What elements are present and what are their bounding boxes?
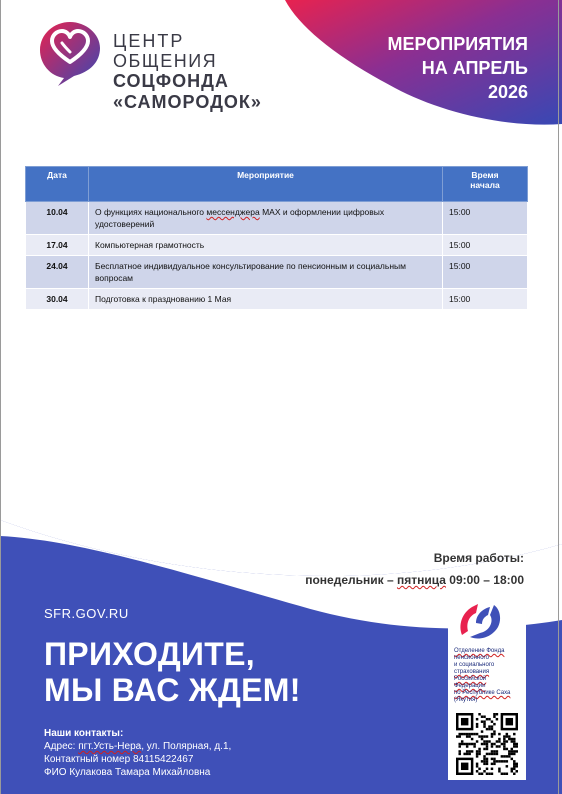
event-title-part: О функциях национального (95, 207, 207, 217)
sfr-text-line: (Якутия) (454, 697, 478, 703)
event-time: 15:00 (443, 202, 528, 235)
sfr-text-line: Российской (454, 676, 487, 682)
event-title: Бесплатное индивидуальное консультирование по пенсионным и социальным вопросам (89, 256, 443, 289)
center-name-line-4: «САМОРОДОК» (113, 92, 262, 112)
event-date: 24.04 (26, 256, 89, 289)
sfr-org-name (454, 648, 530, 704)
sfr-text-line: Федерации (454, 683, 486, 689)
banner-title (388, 32, 528, 104)
events-table (25, 166, 528, 310)
sfr-text-line: страхования (454, 669, 490, 675)
table-row (26, 235, 528, 256)
sfr-text-line: и социального (454, 662, 495, 668)
contacts-phone: Контактный номер 84115422467 (44, 754, 194, 765)
contacts-heading: Наши контакты: (44, 728, 124, 739)
sfr-logo-icon (456, 601, 504, 641)
event-title-part: MAX и оформлении цифровых удостоверений (95, 207, 385, 229)
column-header-time-line-2: начала (470, 180, 500, 190)
slogan-line-1: ПРИХОДИТЕ, (44, 636, 255, 672)
sfr-text-line: по Республике Саха (454, 690, 511, 696)
column-header-date: Дата (26, 167, 89, 202)
contacts (44, 727, 231, 779)
spellcheck-word: пгт.Усть-Нера (78, 741, 142, 752)
work-days-part: понедельник – (305, 573, 397, 587)
banner-line-1: МЕРОПРИЯТИЯ (387, 34, 528, 54)
contacts-person: ФИО Кулакова Тамара Михайловна (44, 767, 211, 778)
column-header-time (443, 167, 528, 202)
table-row (26, 202, 528, 235)
spellcheck-word: пятница (396, 573, 446, 587)
slogan-line-2: МЫ ВАС ЖДЕМ! (44, 672, 301, 708)
website-link[interactable]: SFR.GOV.RU (44, 606, 129, 621)
banner-line-3: 2026 (487, 82, 528, 102)
event-date: 30.04 (26, 289, 89, 310)
address-part: , ул. Полярная, д.1, (141, 741, 232, 752)
slogan (44, 636, 301, 708)
sfr-text-line: Отделение Фонда (454, 648, 505, 654)
event-title (89, 202, 443, 235)
center-name-line-1: ЦЕНТР (113, 31, 185, 51)
page-border-left (0, 0, 1, 794)
column-header-time-line-1: Время (471, 170, 499, 180)
work-hours-label: Время работы: (433, 551, 524, 565)
work-hours-part: 09:00 – 18:00 (445, 573, 524, 587)
event-title: Подготовка к празднованию 1 Мая (89, 289, 443, 310)
qr-code-icon[interactable] (456, 713, 518, 775)
center-name-line-2: ОБЩЕНИЯ (113, 51, 218, 71)
spellcheck-word: мессенджера (206, 207, 260, 217)
banner-line-2: НА АПРЕЛЬ (421, 58, 528, 78)
event-time: 15:00 (443, 235, 528, 256)
address-part: Адрес: (44, 741, 79, 752)
column-header-event: Мероприятие (89, 167, 443, 202)
table-row (26, 289, 528, 310)
table-row (26, 256, 528, 289)
work-hours-value (305, 573, 524, 587)
heart-logo-icon (34, 14, 106, 86)
center-name-line-3: СОЦФОНДА (113, 71, 229, 91)
event-date: 10.04 (26, 202, 89, 235)
sfr-text-line: пенсионного (454, 655, 489, 661)
contacts-address (44, 740, 231, 753)
page-border-right (558, 0, 559, 794)
event-time: 15:00 (443, 289, 528, 310)
event-title: Компьютерная грамотность (89, 235, 443, 256)
event-time: 15:00 (443, 256, 528, 289)
table-header-row (26, 167, 528, 202)
event-date: 17.04 (26, 235, 89, 256)
center-name (113, 31, 262, 113)
